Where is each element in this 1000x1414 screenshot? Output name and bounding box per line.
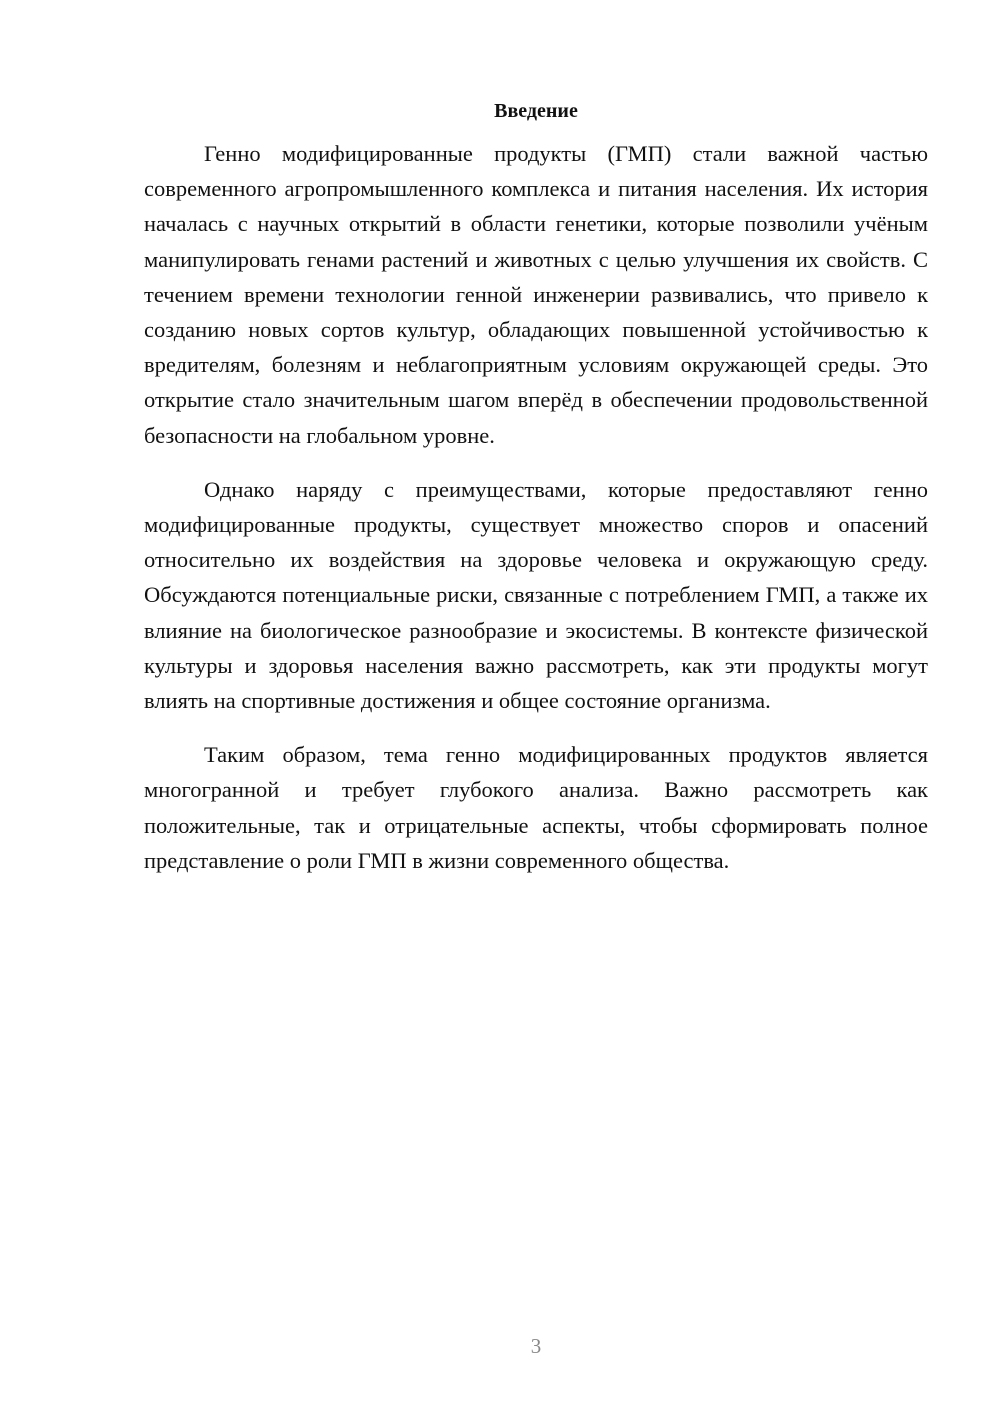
section-title: Введение	[494, 100, 578, 122]
page-content	[144, 97, 928, 897]
page-number: 3	[530, 1334, 542, 1358]
paragraph-3: Таким образом, тема генно модифицированных продуктов является многогранной и требует глубокого анализа. Важно рассмотреть как положительные, так и отрицательные аспекты, чтобы сформировать полное представление о роли ГМП в жизни современного общества.	[144, 742, 928, 873]
paragraph-1: Генно модифицированные продукты (ГМП) стали важной частью современного агропромышленного комплекса и питания населения. Их история началась с научных открытий в области генетики, которые позволили учёным манипулировать генами растений и животных с целью улучшения их свойств. С течением времени технологии генной инженерии развивались, что привело к созданию новых сортов культур, обладающих повышенной устойчивостью к вредителям, болезням и неблагоприятным условиям окружающей среды. Это открытие стало значительным шагом вперёд в обеспечении продовольственной безопасности на глобальном уровне.	[144, 141, 928, 448]
paragraph-2: Однако наряду с преимуществами, которые предоставляют генно модифицированные продукты, существует множество споров и опасений относительно их воздействия на здоровье человека и окружающую среду. Обсуждаются потенциальные риски, связанные с потреблением ГМП, а также их влияние на биологическое разнообразие и экосистемы. В контексте физической культуры и здоровья населения важно рассмотреть, как эти продукты могут влиять на спортивные достижения и общее состояние организма.	[144, 476, 928, 714]
